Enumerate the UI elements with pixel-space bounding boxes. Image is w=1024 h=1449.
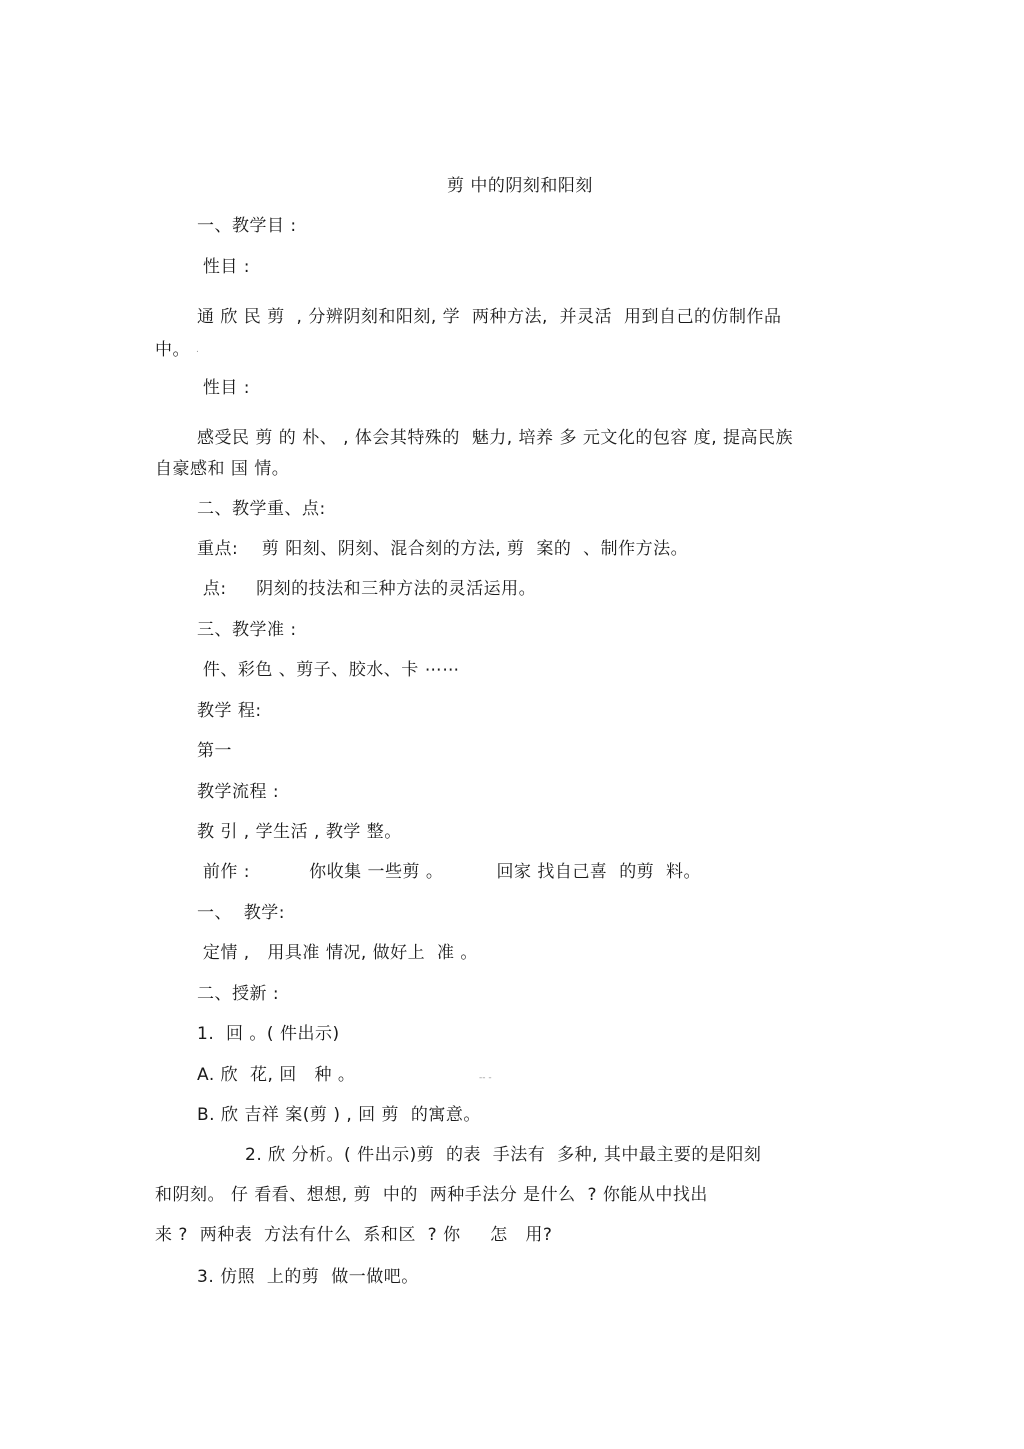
paragraph-emotion-line-2: 自豪感和 国 情。	[155, 459, 290, 479]
difficult-point: 点: 阴刻的技法和三种方法的灵活运用。	[197, 579, 537, 599]
item-3: 3. 仿照 上的剪 做一做吧。	[197, 1267, 419, 1287]
paragraph-knowledge-line-2: 中。	[155, 340, 190, 360]
subheading-knowledge-goal: 性目 :	[197, 257, 251, 277]
document-title: 剪 中的阴刻和阳刻	[447, 176, 593, 196]
item-b: B. 欣 吉祥 案(剪 ) , 回 剪 的寓意。	[197, 1105, 481, 1125]
preparation-materials: 件、彩色 、剪子、胶水、卡 ⋯⋯	[197, 660, 460, 680]
item-a: A. 欣 花, 回 种 。	[197, 1065, 356, 1085]
stray-dash-mark: -- -	[479, 1073, 492, 1083]
section-heading-preparation: 三、教学准 :	[197, 620, 297, 640]
stray-mark: .	[196, 345, 199, 355]
teaching-flow-heading: 教学流程 :	[197, 782, 280, 802]
section-heading-key-points: 二、教学重、点:	[197, 499, 326, 519]
step-two-heading: 二、授新 :	[197, 984, 280, 1004]
pre-class-work: 前作 : 你收集 一些剪 。 回家 找自己喜 的剪 料。	[197, 862, 702, 882]
lesson-number: 第一	[197, 741, 232, 761]
section-heading-objectives: 一、教学目 :	[197, 216, 297, 236]
teaching-flow-text: 教 引 , 学生活 , 教学 整。	[197, 822, 402, 842]
item-2-line-3: 来 ? 两种表 方法有什么 系和区 ? 你 怎 用?	[155, 1225, 553, 1245]
item-2-line-2: 和阴刻。 仔 看看、想想, 剪 中的 两种手法分 是什么 ? 你能从中找出	[155, 1185, 708, 1205]
key-point: 重点: 剪 阳刻、阴刻、混合刻的方法, 剪 案的 、制作方法。	[197, 539, 689, 559]
item-2-line-1: 2. 欣 分析。( 件出示)剪 的表 手法有 多种, 其中最主要的是阳刻	[245, 1145, 762, 1165]
item-1: 1. 回 。( 件出示)	[197, 1024, 340, 1044]
step-one-heading: 一、 教学:	[197, 903, 286, 923]
teaching-process-heading: 教学 程:	[197, 701, 262, 721]
subheading-emotion-goal: 性目 :	[197, 378, 251, 398]
paragraph-knowledge-line-1: 通 欣 民 剪 , 分辨阴刻和阳刻, 学 两种方法, 并灵活 用到自己的仿制作品	[197, 307, 782, 327]
paragraph-emotion-line-1: 感受民 剪 的 朴、 , 体会其特殊的 魅力, 培养 多 元文化的包容 度, 提高民族	[197, 428, 794, 448]
step-one-text: 定情 , 用具准 情况, 做好上 准 。	[197, 943, 478, 963]
